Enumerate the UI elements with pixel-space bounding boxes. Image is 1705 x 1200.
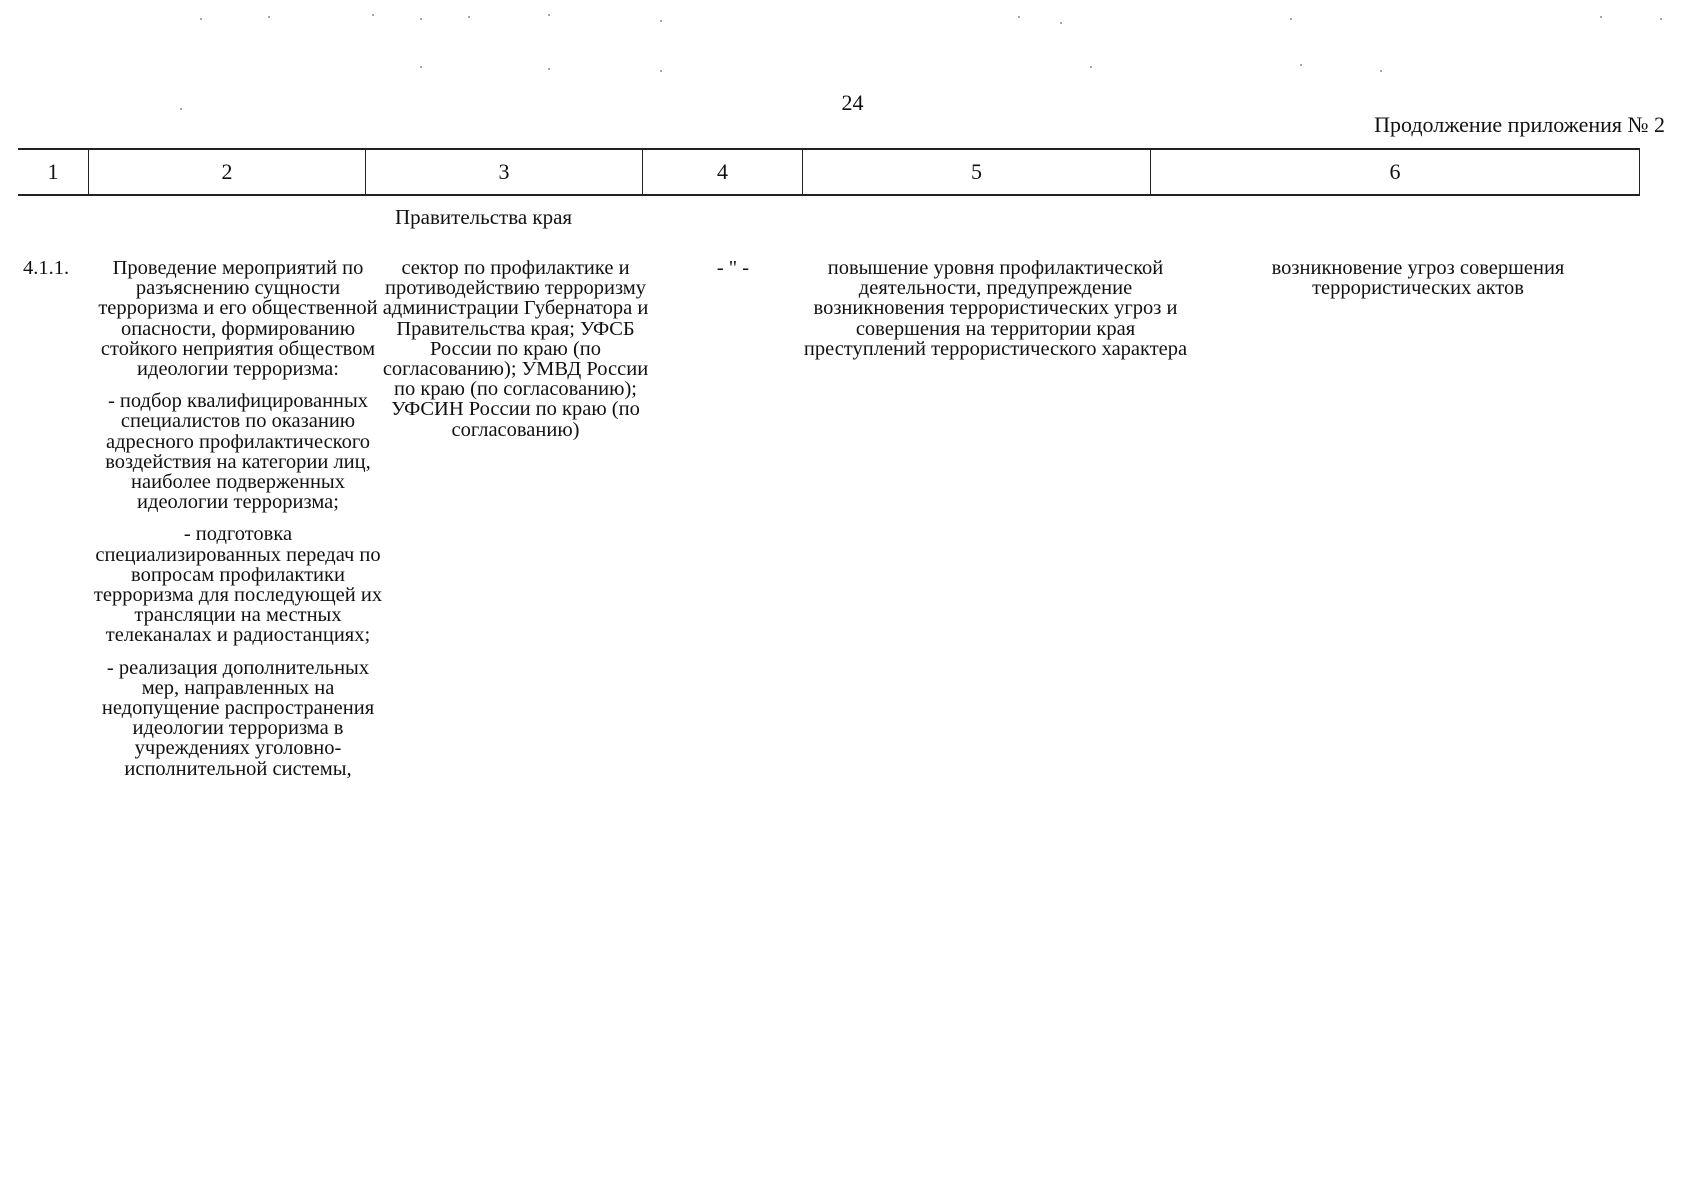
- column-header-5: 5: [802, 150, 1150, 194]
- activity-paragraph: Проведение мероприятий по разъяснению сущности терроризма и его общественной опасности, формированию стойкого неприятия обществом идеологии терроризма:: [98, 257, 378, 381]
- activity-paragraph: - подбор квалифицированных специалистов по оказанию адресного профилактического воздействия на категории лиц, наиболее подверженных идеологии терроризма;: [105, 390, 371, 514]
- term-cell: - " -: [716, 257, 750, 279]
- expected-result-cell: повышение уровня профилактической деятельности, предупреждение возникновения террористических угроз и совершения на территории края преступлений террористического характера: [803, 257, 1188, 360]
- column-header-2: 2: [88, 150, 365, 194]
- consequences-cell: возникновение угроз совершения террористических актов: [1271, 257, 1565, 300]
- executors-cell: сектор по профилактике и противодействию терроризму администрации Губернатора и Правительства края; УФСБ России по краю (по согласованию); УМВД России по краю (по согласованию); УФСИН России по краю (по согласованию): [382, 257, 649, 441]
- table-row: [18, 258, 1640, 1058]
- continuation-text: Правительства края: [395, 205, 573, 229]
- column-header-6: 6: [1150, 150, 1640, 194]
- scan-noise: [0, 0, 1705, 90]
- column-header-4: 4: [642, 150, 802, 194]
- activity-paragraph: - реализация дополнительных мер, направленных на недопущение распространения идеологии терроризма в учреждениях уголовно-исполнительной системы,: [101, 656, 375, 780]
- page-number: 24: [841, 90, 864, 115]
- column-header-1: 1: [47, 159, 59, 184]
- appendix-continuation-note: Продолжение приложения № 2: [1374, 112, 1665, 137]
- column-header-3: 3: [365, 150, 642, 194]
- activity-cell: [93, 258, 383, 779]
- row-number: 4.1.1.: [23, 257, 70, 279]
- table-header-row: [18, 148, 1640, 196]
- activity-paragraph: - подготовка специализированных передач по вопросам профилактики терроризма для последующей их трансляции на местных телеканалах и радиостанциях;: [93, 523, 383, 647]
